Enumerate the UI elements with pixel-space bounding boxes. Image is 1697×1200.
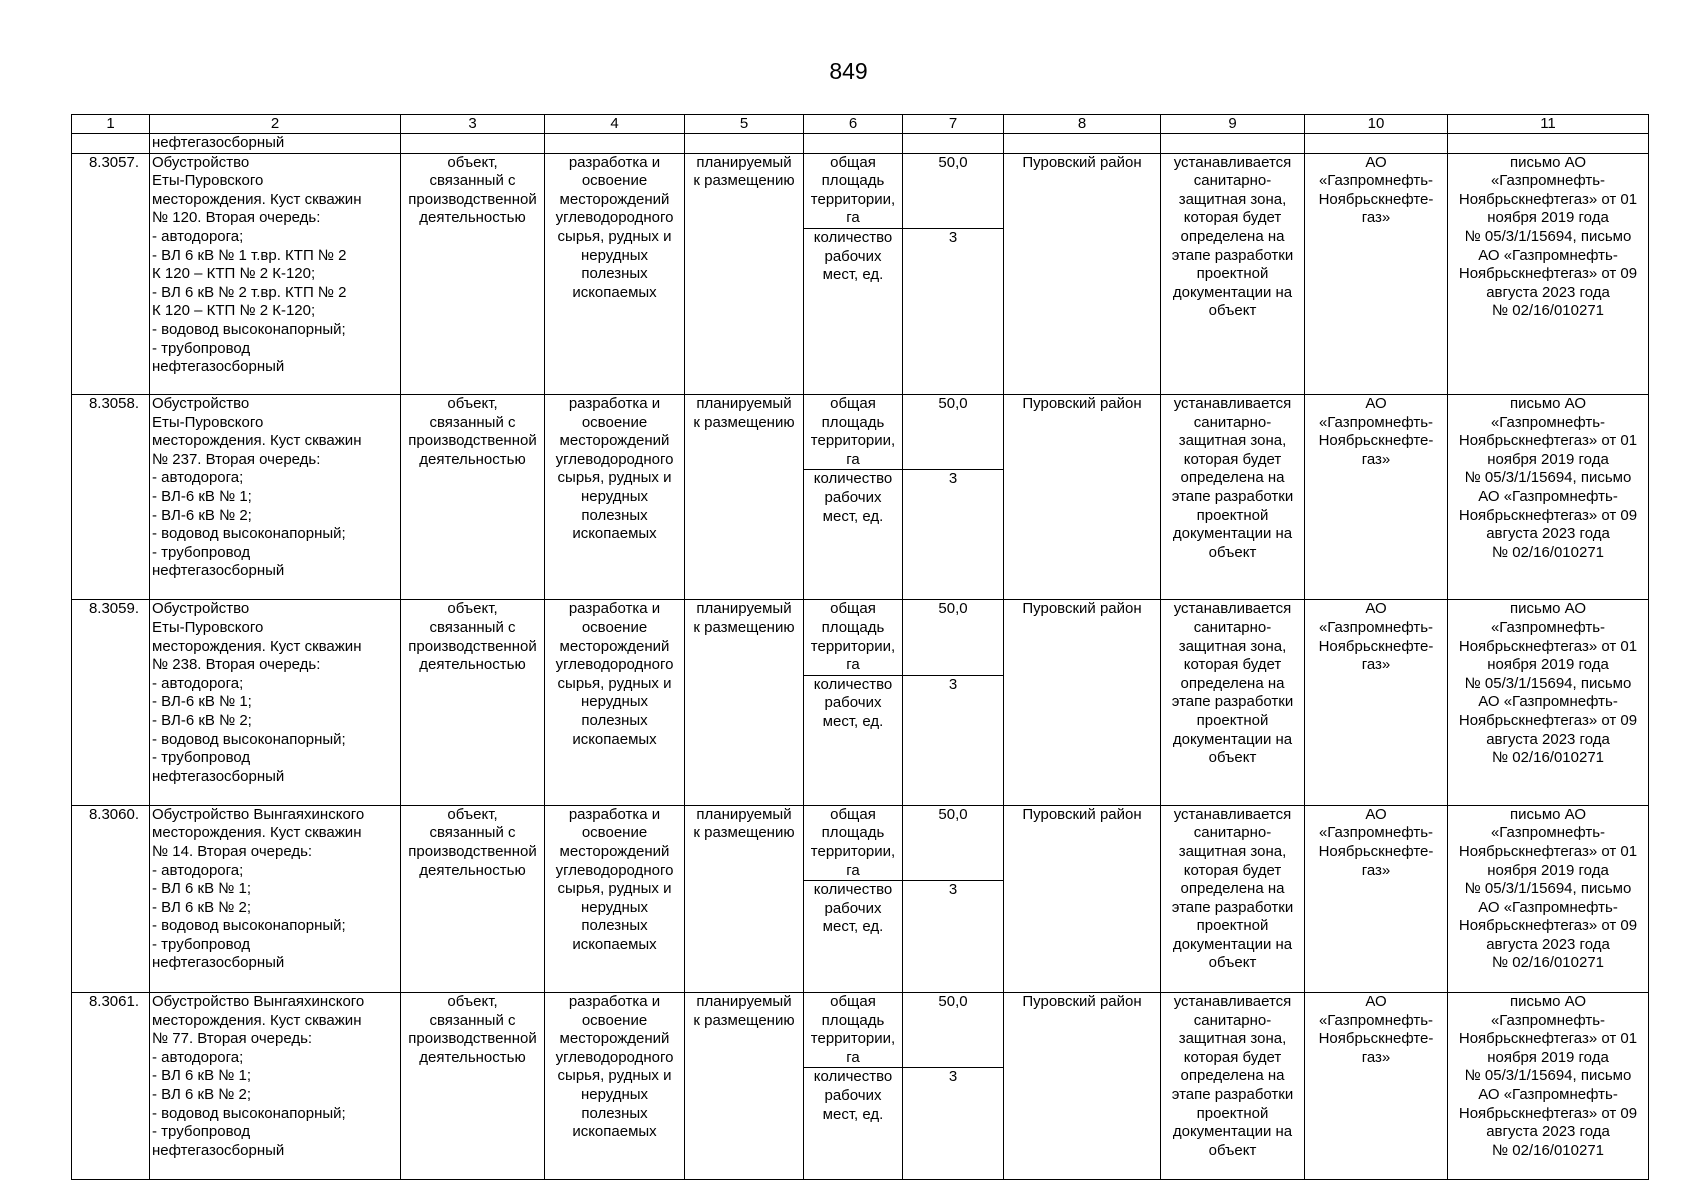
value-workplaces: 3 — [903, 470, 1004, 600]
object-location: Пуровский район — [1004, 600, 1161, 805]
header-cell: 3 — [401, 115, 545, 134]
basis-document: письмо АО «Газпромнефть- Ноябрьскнефтегаз» от 01 ноября 2019 года № 05/3/1/15694, письмо АО «Газпромнефть- Ноябрьскнефтегаз» от 09 августа 2023 года № 02/16/010271 — [1448, 394, 1649, 599]
object-name: Обустройство Еты-Пуровского месторождения. Куст скважин № 238. Вторая очередь: - автодорога; - ВЛ-6 кВ № 1; - ВЛ-6 кВ № 2; - водовод высоконапорный; - трубопровод нефтегазосборный — [150, 600, 401, 805]
header-cell: 7 — [903, 115, 1004, 134]
object-status: планируемый к размещению — [685, 153, 804, 394]
object-status: планируемый к размещению — [685, 993, 804, 1180]
param-workplaces: количество рабочих мест, ед. — [804, 1068, 903, 1180]
param-area: общая площадь территории, га — [804, 600, 903, 675]
object-name: Обустройство Вынгаяхинского месторождения. Куст скважин № 14. Вторая очередь: - автодорога; - ВЛ 6 кВ № 1; - ВЛ 6 кВ № 2; - водовод высоконапорный; - трубопровод нефтегазосборный — [150, 805, 401, 992]
object-purpose: разработка и освоение месторождений углеводородного сырья, рудных и нерудных полезных ископаемых — [545, 993, 685, 1180]
row-number: 8.3058. — [72, 394, 150, 599]
header-cell: 6 — [804, 115, 903, 134]
value-workplaces: 3 — [903, 1068, 1004, 1180]
object-type: объект, связанный с производственной деятельностью — [401, 993, 545, 1180]
object-status: планируемый к размещению — [685, 394, 804, 599]
value-workplaces: 3 — [903, 228, 1004, 394]
object-purpose: разработка и освоение месторождений углеводородного сырья, рудных и нерудных полезных ископаемых — [545, 805, 685, 992]
zone-info: устанавливается санитарно- защитная зона, которая будет определена на этапе разработки проектной документации на объект — [1161, 394, 1305, 599]
object-location: Пуровский район — [1004, 394, 1161, 599]
object-type: объект, связанный с производственной деятельностью — [401, 153, 545, 394]
row-number: 8.3059. — [72, 600, 150, 805]
value-workplaces: 3 — [903, 675, 1004, 805]
object-type: объект, связанный с производственной деятельностью — [401, 600, 545, 805]
value-area: 50,0 — [903, 394, 1004, 469]
owner: АО «Газпромнефть- Ноябрьскнефте- газ» — [1305, 805, 1448, 992]
header-cell: 2 — [150, 115, 401, 134]
object-name: Обустройство Вынгаяхинского месторождения. Куст скважин № 77. Вторая очередь: - автодорога; - ВЛ 6 кВ № 1; - ВЛ 6 кВ № 2; - водовод высоконапорный; - трубопровод нефтегазосборный — [150, 993, 401, 1180]
object-status: планируемый к размещению — [685, 805, 804, 992]
value-area: 50,0 — [903, 993, 1004, 1068]
value-area: 50,0 — [903, 153, 1004, 228]
object-purpose: разработка и освоение месторождений углеводородного сырья, рудных и нерудных полезных ископаемых — [545, 153, 685, 394]
header-row — [72, 115, 1649, 134]
continuation-row — [72, 134, 1649, 154]
param-workplaces: количество рабочих мест, ед. — [804, 881, 903, 993]
zone-info: устанавливается санитарно- защитная зона, которая будет определена на этапе разработки проектной документации на объект — [1161, 153, 1305, 394]
object-location: Пуровский район — [1004, 153, 1161, 394]
row-number: 8.3057. — [72, 153, 150, 394]
table-row — [72, 805, 1649, 880]
object-location: Пуровский район — [1004, 805, 1161, 992]
basis-document: письмо АО «Газпромнефть- Ноябрьскнефтегаз» от 01 ноября 2019 года № 05/3/1/15694, письмо АО «Газпромнефть- Ноябрьскнефтегаз» от 09 августа 2023 года № 02/16/010271 — [1448, 805, 1649, 992]
owner: АО «Газпромнефть- Ноябрьскнефте- газ» — [1305, 600, 1448, 805]
header-cell: 1 — [72, 115, 150, 134]
header-cell: 11 — [1448, 115, 1649, 134]
object-type: объект, связанный с производственной деятельностью — [401, 394, 545, 599]
table-row — [72, 993, 1649, 1068]
header-cell: 4 — [545, 115, 685, 134]
object-name: Обустройство Еты-Пуровского месторождения. Куст скважин № 120. Вторая очередь: - автодорога; - ВЛ 6 кВ № 1 т.вр. КТП № 2 К 120 – КТП № 2 К-120; - ВЛ 6 кВ № 2 т.вр. КТП № 2 К 120 – КТП № 2 К-120; - водовод высоконапорный; - трубопровод нефтегазосборный — [150, 153, 401, 394]
value-area: 50,0 — [903, 600, 1004, 675]
object-status: планируемый к размещению — [685, 600, 804, 805]
page-number: 849 — [829, 58, 868, 84]
value-workplaces: 3 — [903, 881, 1004, 993]
header-cell: 10 — [1305, 115, 1448, 134]
object-location: Пуровский район — [1004, 993, 1161, 1180]
owner: АО «Газпромнефть- Ноябрьскнефте- газ» — [1305, 993, 1448, 1180]
table-row — [72, 153, 1649, 228]
param-workplaces: количество рабочих мест, ед. — [804, 470, 903, 600]
param-workplaces: количество рабочих мест, ед. — [804, 675, 903, 805]
header-cell: 5 — [685, 115, 804, 134]
table-row — [72, 394, 1649, 469]
objects-table — [71, 114, 1649, 1180]
zone-info: устанавливается санитарно- защитная зона, которая будет определена на этапе разработки проектной документации на объект — [1161, 805, 1305, 992]
object-purpose: разработка и освоение месторождений углеводородного сырья, рудных и нерудных полезных ископаемых — [545, 600, 685, 805]
owner: АО «Газпромнефть- Ноябрьскнефте- газ» — [1305, 394, 1448, 599]
basis-document: письмо АО «Газпромнефть- Ноябрьскнефтегаз» от 01 ноября 2019 года № 05/3/1/15694, письмо АО «Газпромнефть- Ноябрьскнефтегаз» от 09 августа 2023 года № 02/16/010271 — [1448, 600, 1649, 805]
param-area: общая площадь территории, га — [804, 153, 903, 228]
param-area: общая площадь территории, га — [804, 993, 903, 1068]
object-type: объект, связанный с производственной деятельностью — [401, 805, 545, 992]
row-number: 8.3060. — [72, 805, 150, 992]
row-number: 8.3061. — [72, 993, 150, 1180]
basis-document: письмо АО «Газпромнефть- Ноябрьскнефтегаз» от 01 ноября 2019 года № 05/3/1/15694, письмо АО «Газпромнефть- Ноябрьскнефтегаз» от 09 августа 2023 года № 02/16/010271 — [1448, 993, 1649, 1180]
zone-info: устанавливается санитарно- защитная зона, которая будет определена на этапе разработки проектной документации на объект — [1161, 993, 1305, 1180]
zone-info: устанавливается санитарно- защитная зона, которая будет определена на этапе разработки проектной документации на объект — [1161, 600, 1305, 805]
table-row — [72, 600, 1649, 675]
object-name: Обустройство Еты-Пуровского месторождения. Куст скважин № 237. Вторая очередь: - автодорога; - ВЛ-6 кВ № 1; - ВЛ-6 кВ № 2; - водовод высоконапорный; - трубопровод нефтегазосборный — [150, 394, 401, 599]
param-area: общая площадь территории, га — [804, 394, 903, 469]
header-cell: 8 — [1004, 115, 1161, 134]
param-workplaces: количество рабочих мест, ед. — [804, 228, 903, 394]
basis-document: письмо АО «Газпромнефть- Ноябрьскнефтегаз» от 01 ноября 2019 года № 05/3/1/15694, письмо АО «Газпромнефть- Ноябрьскнефтегаз» от 09 августа 2023 года № 02/16/010271 — [1448, 153, 1649, 394]
object-purpose: разработка и освоение месторождений углеводородного сырья, рудных и нерудных полезных ископаемых — [545, 394, 685, 599]
owner: АО «Газпромнефть- Ноябрьскнефте- газ» — [1305, 153, 1448, 394]
header-cell: 9 — [1161, 115, 1305, 134]
continuation-text: нефтегазосборный — [150, 134, 401, 154]
param-area: общая площадь территории, га — [804, 805, 903, 880]
value-area: 50,0 — [903, 805, 1004, 880]
